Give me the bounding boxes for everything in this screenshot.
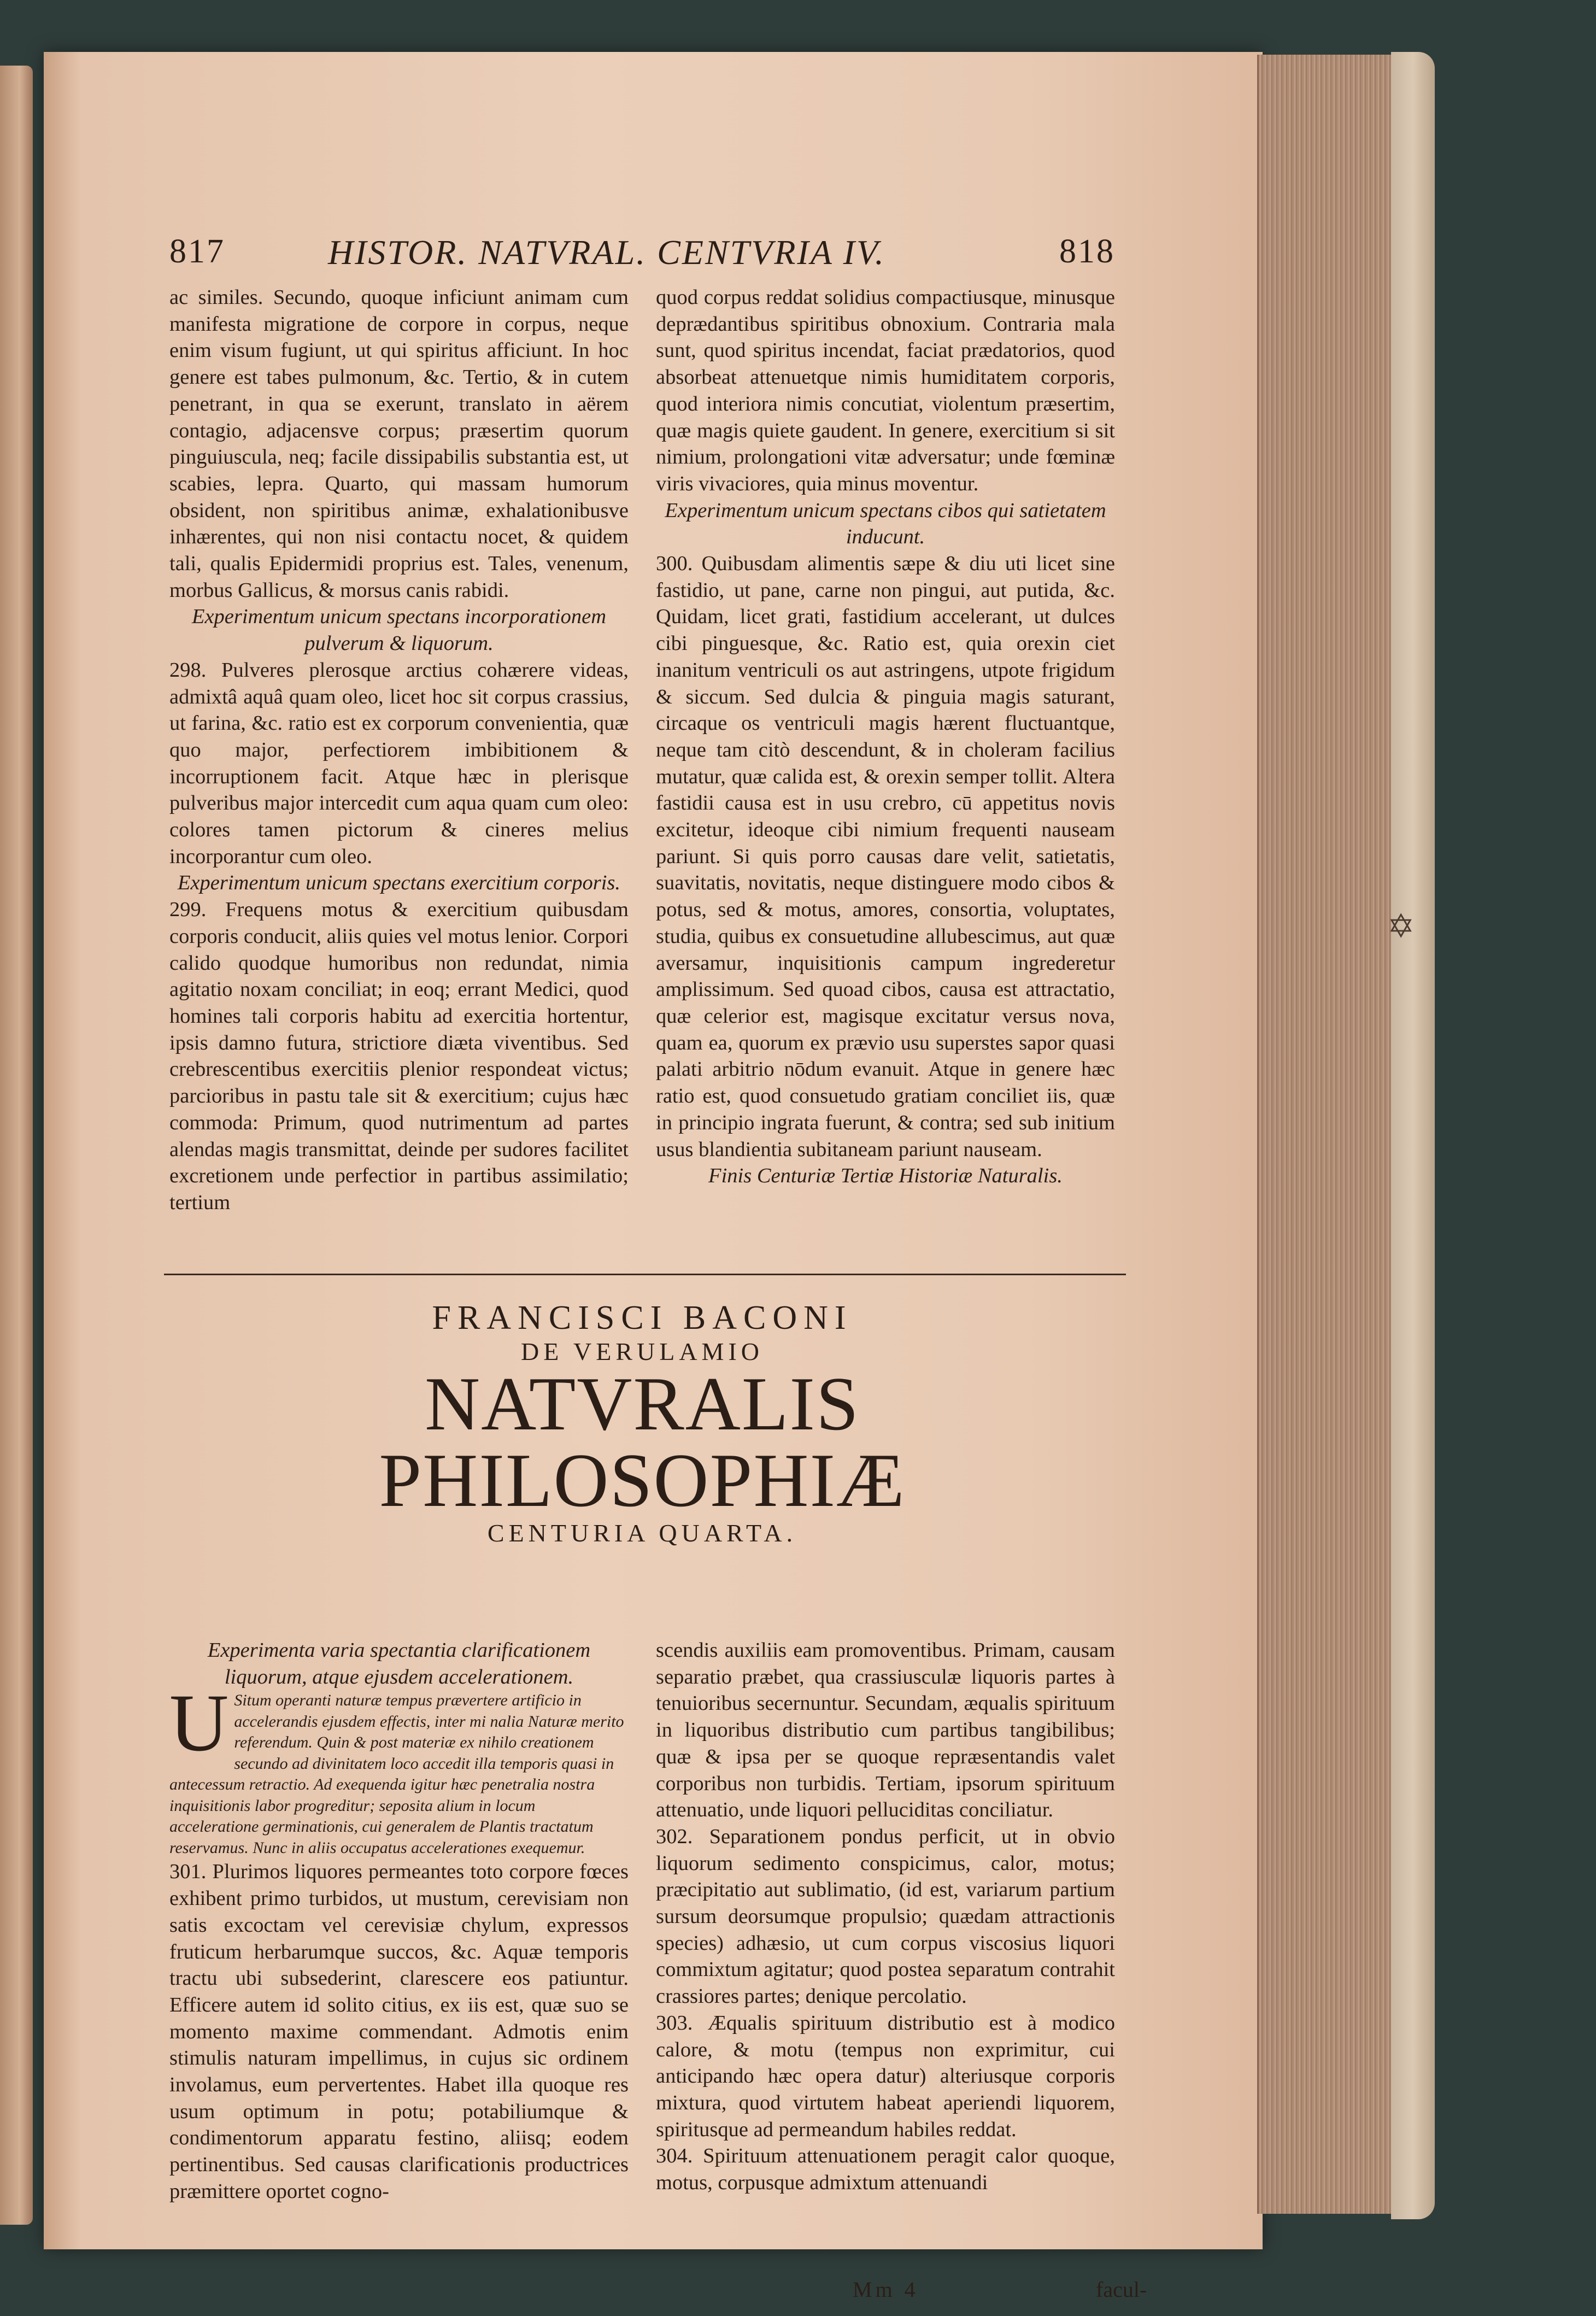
section-heading: Experimentum unicum spectans exercitium corporis. — [177, 871, 621, 895]
left-page-edge — [0, 66, 33, 2225]
running-title: HISTOR. NATVRAL. CENTVRIA IV. — [328, 233, 885, 272]
finis-line: Finis Centuriæ Tertiæ Historiæ Naturalis. — [708, 1164, 1063, 1188]
drop-cap: U — [169, 1678, 229, 1769]
paragraph: 302. Separationem pondus perficit, ut in obvio liquorum sedimento conspicimus, calor, motus; præcipitatio aut sublimatio, (id est, variarum partium sursum deorsumque propulsio; quædam attractionis species) adhæsio, ut cum corpus viscosius liquori commixtum agitatur; quod postea separatum contrahit crassiores partes; denique percolatio. — [656, 1825, 1115, 2008]
column-upper-left — [169, 284, 629, 1216]
intro-paragraph — [169, 1678, 629, 1858]
column-lower-right — [656, 1637, 1115, 2196]
paragraph: scendis auxiliis eam promoventibus. Primam, causam separatio præbet, qua crassiusculæ liquoris partes à tenuioribus secernuntur. Secundam, æqualis spirituum in liquoribus distributio cum partibus tangibilibus; quæ & ipsa per se quoque repræsentandis valet corporibus non turbidis. Tertiam, ipsorum spirituum attenuatio, unde liquori pelluciditas conciliatur. — [656, 1639, 1115, 1822]
running-head — [169, 232, 1115, 276]
paragraph: 299. Frequens motus & exercitium quibusdam corporis conducit, aliis quies vel motus lenior. Corpori calido quodque humoribus non redundat, nimia agitatio noxam conciliat; in eoq; errant Medici, quod homines tali corporis habitu ad exercitia hortentur, ipsis damno futura, strictiore diæta viventibus. Sed crebrescentibus exercitiis plenior respondeat victus; parcioribus in pastu tale sit & exercitium; cujus hæc commoda: Primum, quod nutrimentum ad partes alendas magis transmittat, deinde per sudores facilitet excretionem unde perfectior in partibus assimilatio; tertium — [169, 898, 629, 1214]
paragraph: quod corpus reddat solidius compactiusque, minusque deprædantibus spiritibus obnoxium. Contraria mala sunt, quod spiritus incendat, faciat prædatorios, quod absorbeat attenuetque nimis humiditatem corporis, quod interiora nimis concutiat, violentum præsertim, quæ magis quiete gaudent. In genere, exercitium si sit nimium, prolongationi vitæ adversatur; unde fœminæ viris vivaciores, quia minus moventur. — [656, 286, 1115, 495]
intro-text: Situm operanti naturæ tempus prævertere artificio in accelerandis ejusdem effectis, inter mi nalia Naturæ merito referendum. Quin & post materiæ ex nihilo creationem secundo ad divinitatem loco accedit illa temporis quasi in antecessum retractio. Ad exequenda igitur hæc penetralia nostra inquisitionis labor progreditur; seposita alium in locum acceleratione germinationis, cui generalem de Plantis tractatum reservamus. Nunc in aliis occupatus accelerationes exequemur. — [169, 1691, 624, 1857]
paragraph: 304. Spirituum attenuationem peragit calor quoque, motus, corpusque admixtum attenuandi — [656, 2144, 1115, 2195]
star-ornament-icon: ✡ — [1387, 908, 1415, 945]
column-upper-right — [656, 284, 1115, 1189]
signature-mark: Mm 4 — [853, 2277, 919, 2302]
page-block-edge — [1257, 55, 1395, 2214]
column-lower-left — [169, 1637, 629, 2205]
paragraph: 303. Æqualis spirituum distributio est à modico calore, & motu (tempus non exprimitur, cui anticipando hæc opera datur) alteriusque corporis mixtura, quod virtutem habeat aperiendi liquorem, spiritusque ad permeandum habiles reddat. — [656, 2011, 1115, 2141]
page-number-right: 818 — [1059, 233, 1115, 270]
section-heading: Experimentum unicum spectans incorporationem pulverum & liquorum. — [191, 605, 607, 655]
page-number-left: 817 — [169, 233, 225, 270]
section-divider — [164, 1274, 1126, 1275]
title-block — [169, 1298, 1115, 1547]
section-heading: Experimenta varia spectantia clarificationem liquorum, atque ejusdem accelerationem. — [207, 1639, 591, 1688]
book-page — [44, 52, 1263, 2302]
century-title: CENTURIA QUARTA. — [487, 1519, 797, 1547]
work-title: NATVRALIS PHILOSOPHIÆ — [379, 1362, 906, 1523]
paragraph: 298. Pulveres plerosque arctius cohærere videas, admixtâ aquâ quam oleo, licet hoc sit corpus crassius, ut farina, &c. ratio est ex corporum convenientia, quæ quo major, perfectiorem imbibitionem & incorruptionem facit. Atque hæc in plerisque pulveribus major intercedit cum aqua quam cum oleo: colores tamen pictorum & cineres melius incorporantur cum oleo. — [169, 658, 629, 868]
paragraph: ac similes. Secundo, quoque inficiunt animam cum manifesta migratione de corpore in corpus, neque enim visum fugiunt, ut qui spiritus afficiunt. In hoc genere est tabes pulmonum, &c. Tertio, & in cutem penetrant, in qua se exerunt, translato in aërem contagio, adjacensve corpus; præsertim quorum pinguiuscula, neq; facile dissipabilis substantia est, ut scabies, lepra. Quarto, qui massam humorum obsident, non spiritibus animæ, exhalationibusve inhærentes, qui non nisi contactu nocet, & quidem tali, qualis Epidermidi proprius est. Tales, venenum, morbus Gallicus, & morsus canis rabidi. — [169, 286, 629, 602]
paragraph: 301. Plurimos liquores permeantes toto corpore fœces exhibent primo turbidos, ut mustum, cerevisiam non satis excoctam vel cerevisiæ chylum, expressos fruticum herbarumque succos, &c. Aquæ temporis tractu ubi subsederint, clarescere eos patiuntur. Efficere autem id solito citius, ex iis est, quæ suo se momento maxime commendant. Admotis enim stimulis naturam impellimus, in cujus sic ordinem involamus, eum pervertentes. Habet illa quoque res usum optimum in potu; potabiliumque & condimentorum apparatu festino, aliisq; eodem pertinentibus. Sed causas clarificationis productrices præmittere oportet cogno- — [169, 1860, 629, 2203]
book-cover — [1391, 52, 1435, 2219]
author-place-line: DE VERULAMIO — [521, 1338, 764, 1365]
author-line: FRANCISCI BACONI — [432, 1299, 853, 1336]
catchword: facul- — [1096, 2277, 1147, 2302]
paragraph: 300. Quibusdam alimentis sæpe & diu uti licet sine fastidio, ut pane, carne non pingui, aut putida, &c. Quidam, licet grati, fastidium accelerant, ut dulces cibi pinguesque, &c. Ratio est, quia orexin ciet inanitum ventriculi os aut astringens, utpote frigidum & siccum. Sed dulcia & pinguia magis saturant, circaque os ventriculi magis hærent fluctuantque, neque tam citò descendunt, & in choleram facilius mutatur, quæ calida est, & orexin semper tollit. Altera fastidii causa est in usu crebro, cū appetitus novis excitetur, ideoque cibi nimium frequenti nauseam pariunt. Si quis porro causas dare velit, satietatis, suavitatis, novitatis, neque distinguere modo cibos & potus, sed & motus, amores, consortia, voluptates, studia, quibus ex consuetudine allubescimus, aut quæ aversamur, inquisitionis campum ingrederetur amplissimum. Sed quoad cibos, causa est attractatio, quæ celerior est, magisque excitatur versus nova, quam ea, quorum ex prævio usu superstes sapor quasi palati arbitrio nōdum evanuit. Atque in genere hæc ratio est, quod consuetudo gratiam conciliet iis, quæ in principio ingrata fuerunt, & contra; sed sub initium usus blandientia subitaneam pariunt nauseam. — [656, 552, 1115, 1161]
section-heading: Experimentum unicum spectans cibos qui satietatem inducunt. — [665, 499, 1106, 549]
